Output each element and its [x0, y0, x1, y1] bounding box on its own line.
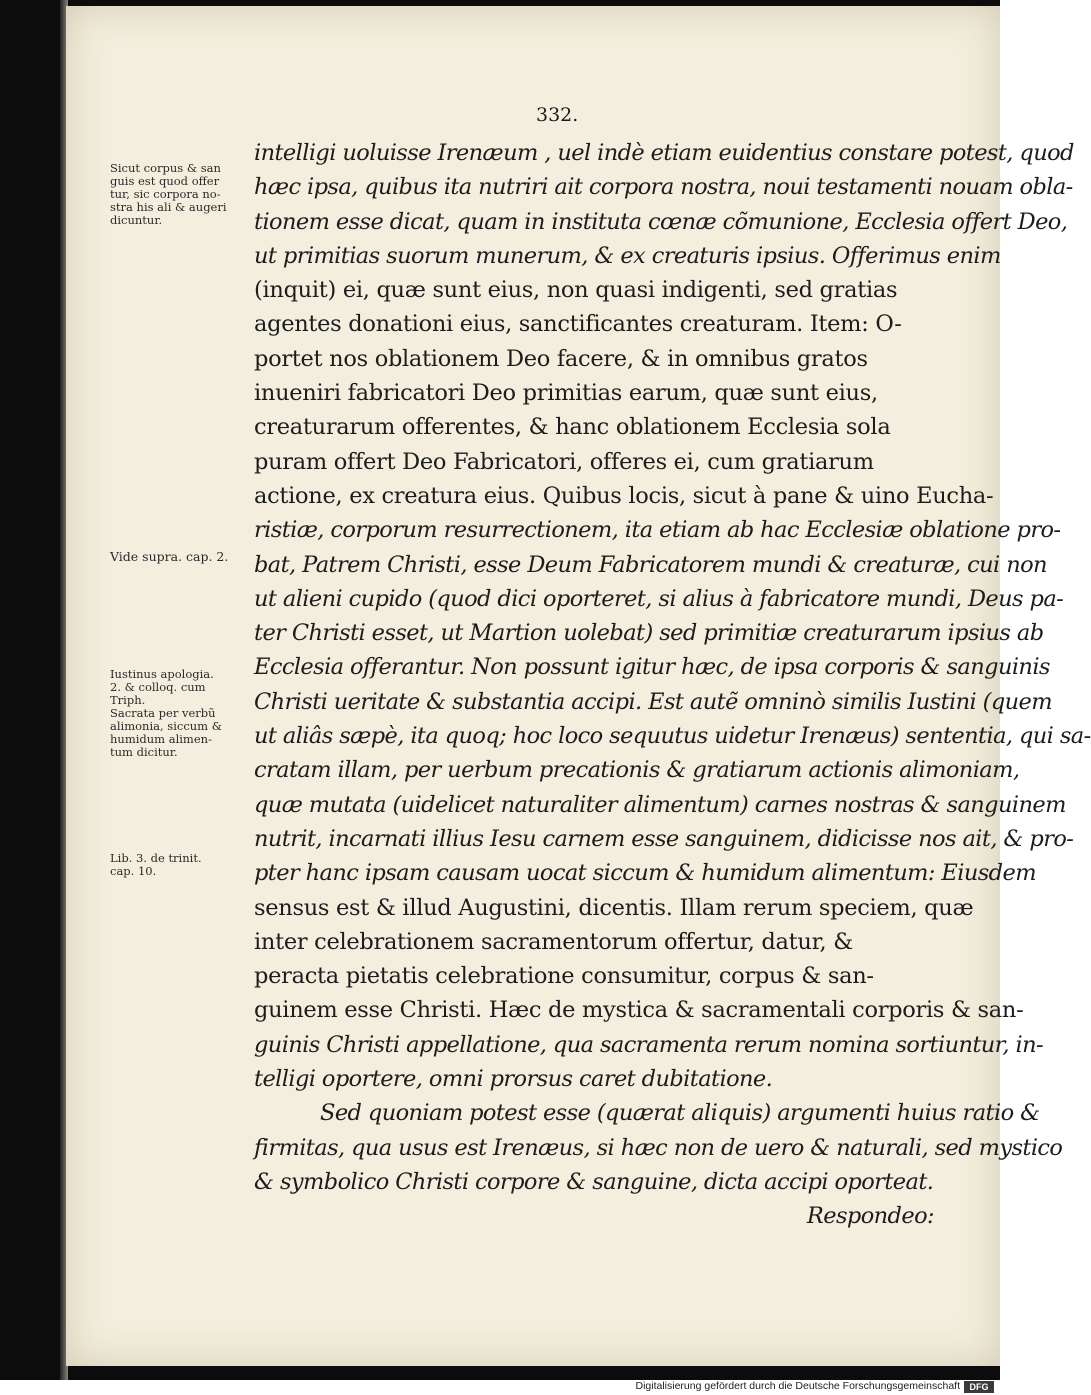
margin-note-line: Lib. 3. de trinit.: [110, 851, 202, 865]
margin-note-line: 2. & colloq. cum: [110, 680, 206, 694]
text-line: inter celebrationem sacramentorum offertur, datur, &: [254, 928, 853, 955]
text-line: sensus est & illud Augustini, dicentis. Illam rerum speciem, quæ: [254, 894, 974, 921]
text-line: inueniri fabricatori Deo primitias earum, quæ sunt eius,: [254, 380, 878, 407]
margin-note-line: guis est quod offer: [110, 174, 220, 188]
text-line: ut alieni cupido (quod dici oporteret, si alius à fabricatore mundi, Deus pa-: [254, 585, 1064, 612]
margin-note-line: dicuntur.: [110, 213, 163, 227]
text-line: puram offert Deo Fabricatori, offeres ei, cum gratiarum: [254, 448, 874, 475]
margin-note-line: humidum alimen-: [110, 732, 212, 746]
margin-note-line: Sicut corpus & san: [110, 161, 221, 175]
text-line: (inquit) ei, quæ sunt eius, non quasi indigenti, sed gratias: [254, 277, 898, 304]
text-line: hæc ipsa, quibus ita nutriri ait corpora nostra, noui testamenti nouam obla-: [254, 174, 1073, 201]
margin-note-vide-supra: [110, 550, 260, 563]
text-line: pter hanc ipsam causam uocat siccum & humidum alimentum: Eiusdem: [254, 860, 1036, 887]
margin-note-line: stra his ali & augeri: [110, 200, 227, 214]
text-line: Christi ueritate & substantia accipi. Est autẽ omninò similis Iustini (quem: [254, 688, 1052, 715]
text-line: tionem esse dicat, quam in instituta cœnæ cõmunione, Ecclesia offert Deo,: [254, 208, 1068, 235]
margin-note-line: Sacrata per verbũ: [110, 706, 216, 720]
text-line: creaturarum offerentes, & hanc oblationem Ecclesia sola: [254, 414, 891, 441]
margin-note-iustinus: [110, 668, 260, 759]
text-line: & symbolico Christi corpore & sanguine, dicta accipi oporteat.: [254, 1168, 934, 1195]
text-line: intelligi uoluisse Irenæum , uel indè etiam euidentius constare potest, quod: [254, 140, 1074, 166]
dfg-logo: DFG: [964, 1381, 994, 1393]
text-line: quæ mutata (uidelicet naturaliter alimentum) carnes nostras & sanguinem: [254, 791, 1066, 818]
margin-note-line: alimonia, siccum &: [110, 719, 222, 733]
text-line: ut primitias suorum munerum, & ex creaturis ipsius. Offerimus enim: [254, 242, 1001, 269]
text-line: guinem esse Christi. Hæc de mystica & sacramentali corporis & san-: [254, 997, 1024, 1024]
text-line: agentes donationi eius, sanctificantes creaturam. Item: O-: [254, 311, 902, 338]
text-line: portet nos oblationem Deo facere, & in omnibus gratos: [254, 345, 868, 372]
text-line: bat, Patrem Christi, esse Deum Fabricatorem mundi & creaturæ, cui non: [254, 551, 1047, 578]
margin-note-line: Iustinus apologia.: [110, 667, 214, 681]
text-line: Ecclesia offerantur. Non possunt igitur hæc, de ipsa corporis & sanguinis: [254, 654, 1050, 681]
margin-note-corpus: [110, 162, 260, 227]
margin-note-augustinus: [110, 852, 260, 878]
text-line: firmitas, qua usus est Irenæus, si hæc non de uero & naturali, sed mystico: [254, 1134, 1063, 1161]
catchword: Respondeo:: [806, 1203, 934, 1230]
text-line: ter Christi esset, ut Martion uolebat) sed primitiæ creaturarum ipsius ab: [254, 620, 1044, 647]
main-text-block: [254, 136, 1091, 1234]
margin-note-line: tur, sic corpora no-: [110, 187, 221, 201]
text-line: actione, ex creatura eius. Quibus locis, sicut à pane & uino Eucha-: [254, 482, 994, 509]
text-line: guinis Christi appellatione, qua sacramenta rerum nomina sortiuntur, in-: [254, 1031, 1043, 1058]
text-line: Sed quoniam potest esse (quærat aliquis) argumenti huius ratio &: [320, 1100, 1040, 1127]
margin-note-line: Vide supra. cap. 2.: [110, 549, 229, 564]
margin-note-line: Triph.: [110, 693, 146, 707]
footer-credit: Digitalisierung gefördert durch die Deutsche Forschungsgemeinschaft: [635, 1380, 960, 1392]
text-line: ut aliâs sæpè, ita quoq; hoc loco sequutus uidetur Irenæus) sententia, qui sa-: [254, 723, 1091, 750]
page-number: 332.: [536, 104, 579, 126]
text-line: peracta pietatis celebratione consumitur, corpus & san-: [254, 963, 874, 990]
text-line: telligi oportere, omni prorsus caret dubitatione.: [254, 1066, 773, 1093]
text-line: cratam illam, per uerbum precationis & gratiarum actionis alimoniam,: [254, 757, 1020, 784]
margin-note-line: cap. 10.: [110, 864, 157, 878]
margin-note-line: tum dicitur.: [110, 745, 178, 759]
text-line: ristiæ, corporum resurrectionem, ita etiam ab hac Ecclesiæ oblatione pro-: [254, 517, 1061, 544]
text-line: nutrit, incarnati illius Iesu carnem esse sanguinem, didicisse nos ait, & pro-: [254, 825, 1074, 852]
